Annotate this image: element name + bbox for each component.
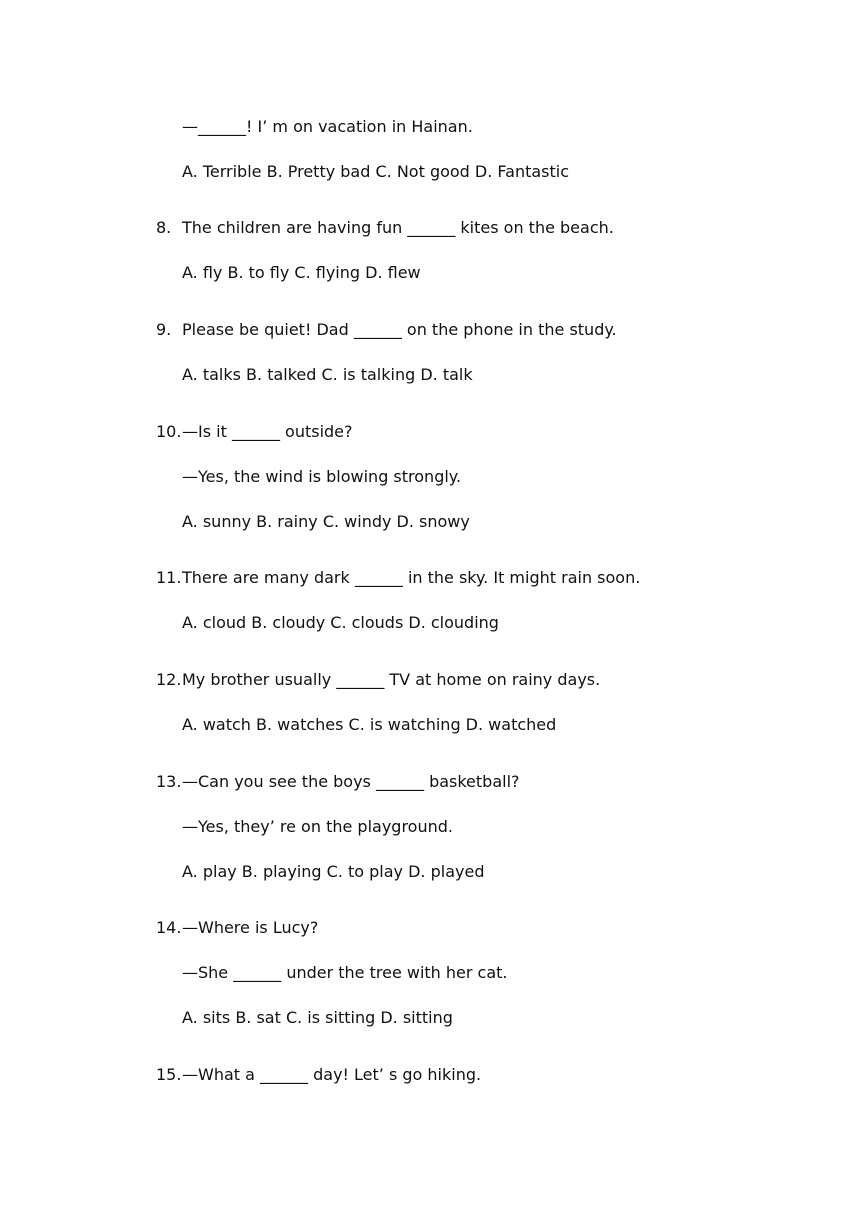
- question-9-number: 9.: [156, 320, 172, 339]
- question-12-text: My brother usually ______ TV at home on rainy days.: [182, 670, 601, 689]
- question-10-number: 10.: [156, 422, 182, 441]
- question-13-number: 13.: [156, 772, 182, 791]
- question-8-text: The children are having fun ______ kites on the beach.: [182, 218, 614, 237]
- question-10-text: —Is it ______ outside?: [182, 422, 353, 441]
- question-11-text: There are many dark ______ in the sky. It might rain soon.: [182, 568, 641, 587]
- question-14-text: —Where is Lucy?: [182, 918, 319, 937]
- question-14-options-text: A. sits B. sat C. is sitting D. sitting: [182, 1008, 453, 1027]
- question-7-options-text: A. Terrible B. Pretty bad C. Not good D. Fantastic: [182, 162, 570, 181]
- question-11-options-text: A. cloud B. cloudy C. clouds D. clouding: [182, 613, 499, 632]
- question-9-text: Please be quiet! Dad ______ on the phone in the study.: [182, 320, 617, 339]
- question-10-response-line: —Yes, the wind is blowing strongly.: [182, 467, 462, 486]
- question-9-options-text: A. talks B. talked C. is talking D. talk: [182, 365, 473, 384]
- question-12-number: 12.: [156, 670, 182, 689]
- question-13-options-text: A. play B. playing C. to play D. played: [182, 862, 485, 881]
- question-14-number: 14.: [156, 918, 182, 937]
- question-11-number: 11.: [156, 568, 182, 587]
- question-15-number: 15.: [156, 1065, 182, 1084]
- question-8-options-text: A. fly B. to fly C. flying D. flew: [182, 263, 421, 282]
- question-12-options-text: A. watch B. watches C. is watching D. watched: [182, 715, 557, 734]
- question-8-number: 8.: [156, 218, 172, 237]
- question-13-text: —Can you see the boys ______ basketball?: [182, 772, 520, 791]
- question-13-response-line: —Yes, they’ re on the playground.: [182, 817, 453, 836]
- question-14-response-line: —She ______ under the tree with her cat.: [182, 963, 508, 982]
- question-10-options-text: A. sunny B. rainy C. windy D. snowy: [182, 512, 470, 531]
- question-15-text: —What a ______ day! Let’ s go hiking.: [182, 1065, 482, 1084]
- question-7-response-line: —______! I’ m on vacation in Hainan.: [182, 117, 473, 136]
